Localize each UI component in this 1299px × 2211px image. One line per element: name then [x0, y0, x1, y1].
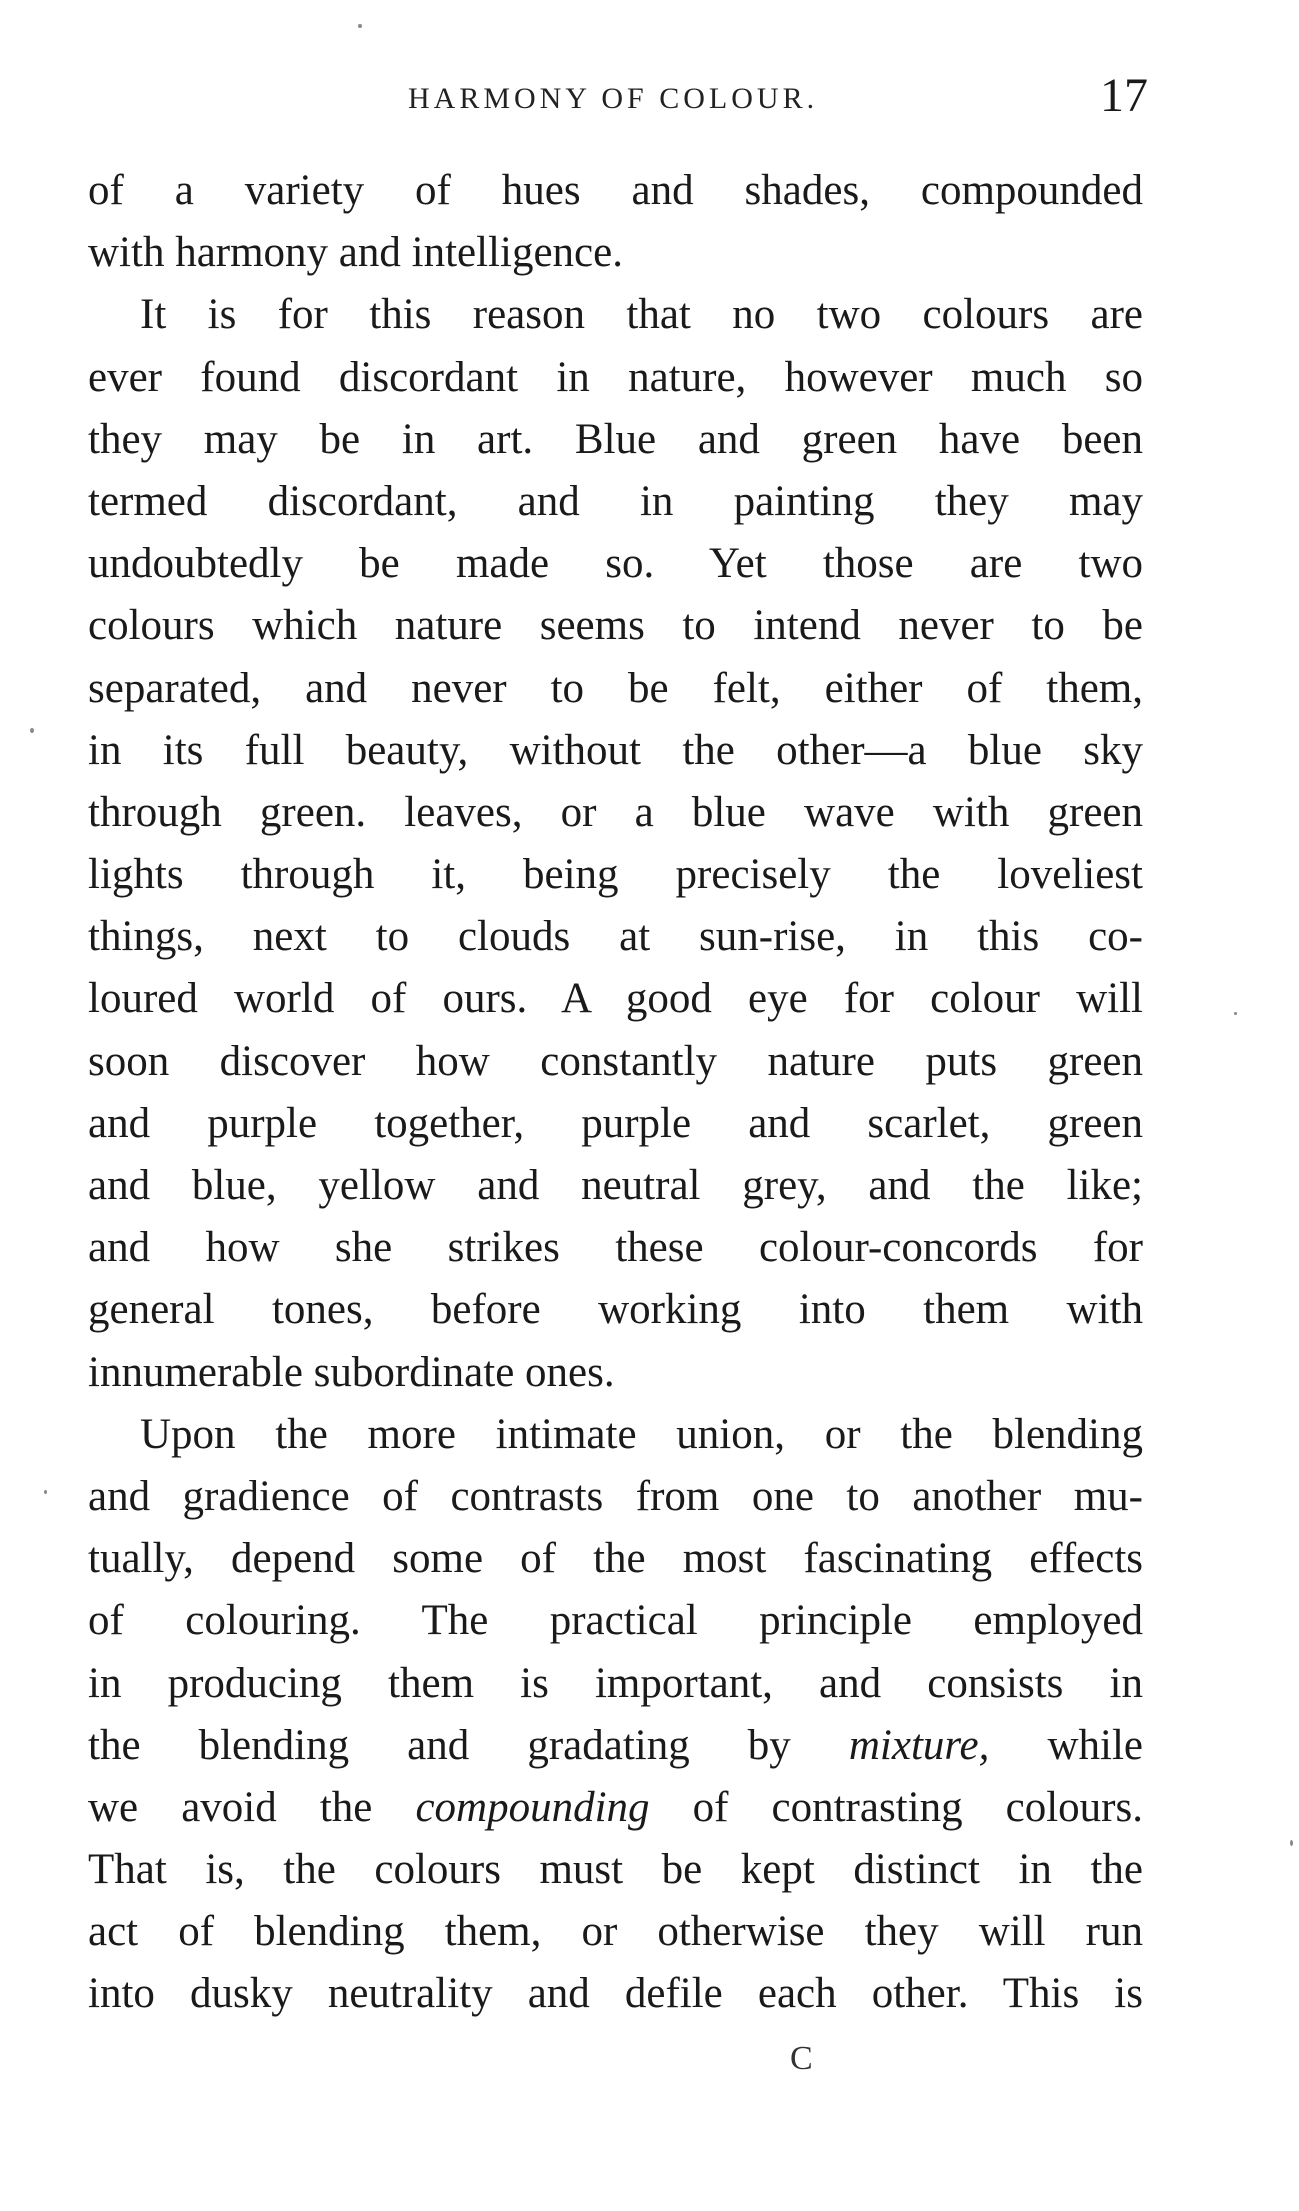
- text-line: of colouring. The practical principle employed: [88, 1597, 1143, 1645]
- text-segment: of contrasting colours.: [649, 1783, 1143, 1831]
- text-line: with harmony and intelligence.: [88, 229, 623, 277]
- italic-word: compounding: [415, 1783, 650, 1831]
- signature-mark: C: [790, 2040, 813, 2077]
- text-line: in its full beauty, without the other—a blue sky: [88, 726, 1143, 774]
- text-line: separated, and never to be felt, either of them,: [88, 664, 1143, 712]
- text-line: innumerable subordinate ones.: [88, 1348, 615, 1396]
- text-line: into dusky neutrality and defile each other. This is: [88, 1970, 1143, 2018]
- text-segment: the blending and gradating by: [88, 1721, 849, 1769]
- text-line: loured world of ours. A good eye for colour will: [88, 975, 1143, 1023]
- text-line: they may be in art. Blue and green have been: [88, 415, 1143, 463]
- text-line: and how she strikes these colour-concords for: [88, 1224, 1143, 1272]
- text-line: Upon the more intimate union, or the blending: [140, 1410, 1143, 1458]
- text-segment: while: [989, 1721, 1143, 1769]
- text-line: colours which nature seems to intend never to be: [88, 602, 1143, 650]
- text-line: That is, the colours must be kept distinct in the: [88, 1846, 1143, 1894]
- body-text: [88, 160, 1143, 2026]
- paper-speck: [1234, 1012, 1237, 1015]
- text-line: and purple together, purple and scarlet, green: [88, 1099, 1143, 1147]
- text-line: soon discover how constantly nature puts green: [88, 1037, 1143, 1085]
- text-line: lights through it, being precisely the loveliest: [88, 851, 1143, 899]
- text-line: general tones, before working into them with: [88, 1286, 1143, 1334]
- paper-speck: [1290, 1840, 1293, 1846]
- paper-speck: [30, 728, 34, 733]
- text-line: through green. leaves, or a blue wave with green: [88, 788, 1143, 836]
- text-line: and gradience of contrasts from one to another mu-: [88, 1472, 1143, 1520]
- italic-word: mixture,: [848, 1721, 990, 1769]
- text-line-with-italic: [88, 1777, 1143, 1839]
- text-line: termed discordant, and in painting they may: [88, 477, 1143, 525]
- running-head: [88, 68, 1148, 128]
- text-line: things, next to clouds at sun-rise, in this co-: [88, 913, 1143, 961]
- paper-speck: [358, 24, 362, 28]
- text-line: of a variety of hues and shades, compounded: [88, 167, 1143, 214]
- text-line: It is for this reason that no two colours are: [140, 291, 1143, 339]
- page-number: 17: [1100, 69, 1148, 122]
- text-line: act of blending them, or otherwise they will run: [88, 1908, 1143, 1956]
- text-line: ever found discordant in nature, however much so: [88, 353, 1143, 401]
- text-line: undoubtedly be made so. Yet those are two: [88, 540, 1143, 588]
- text-line-with-italic: [88, 1715, 1143, 1777]
- text-segment: we avoid the: [88, 1783, 416, 1831]
- paper-speck: [44, 1490, 47, 1494]
- text-line: in producing them is important, and consists in: [88, 1659, 1143, 1707]
- running-title: HARMONY OF COLOUR.: [408, 82, 819, 115]
- text-line: and blue, yellow and neutral grey, and the like;: [88, 1162, 1143, 1209]
- text-line: tually, depend some of the most fascinating effects: [88, 1535, 1143, 1583]
